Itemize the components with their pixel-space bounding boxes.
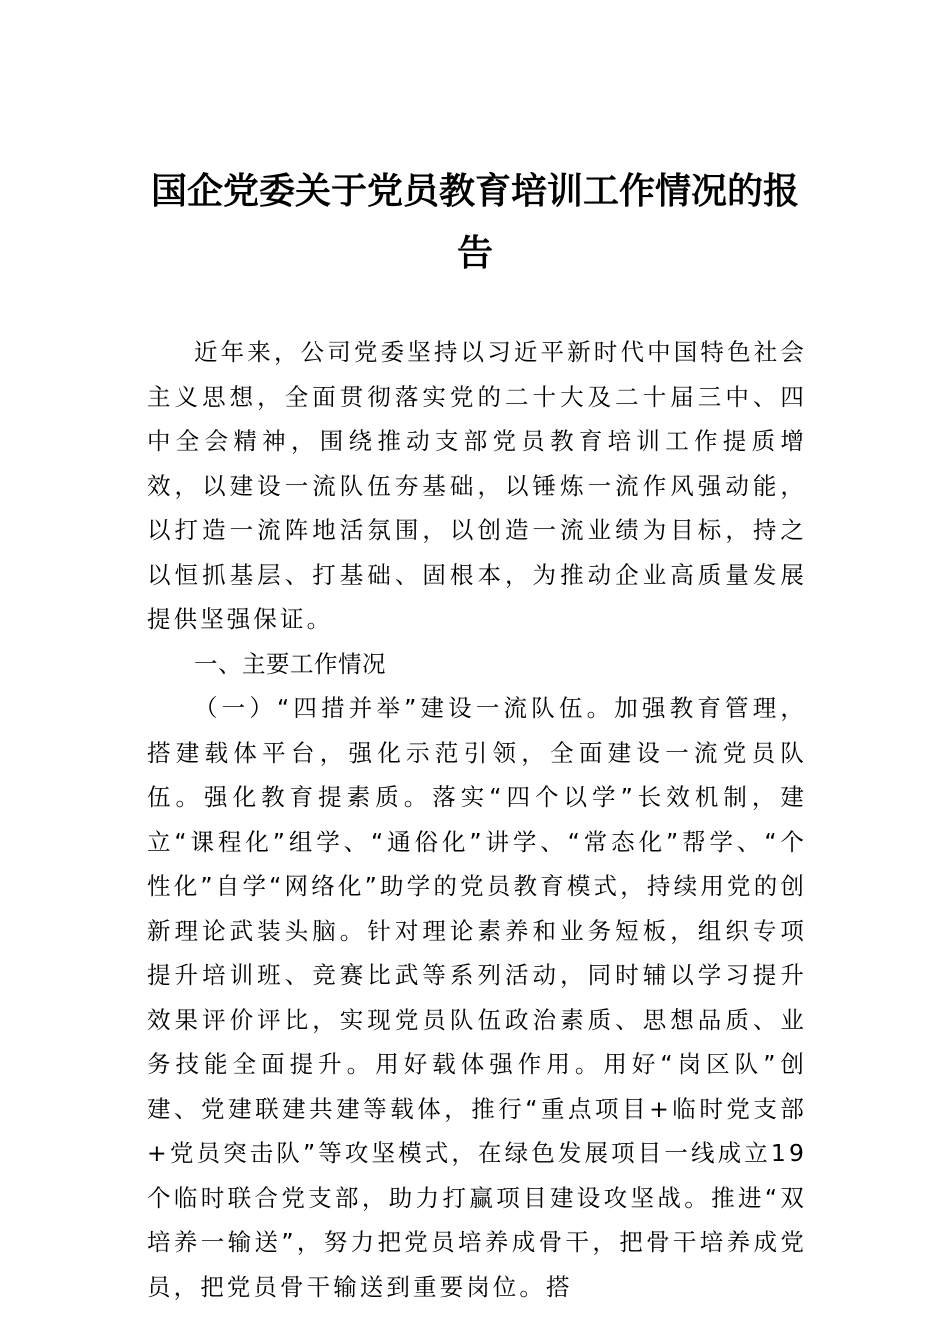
document-title: 国企党委关于党员教育培训工作情况的报告	[150, 170, 799, 274]
subsection-lead: （一）“四措并举”建设一流队伍。	[194, 694, 615, 722]
subsection-paragraph-team-building	[147, 686, 807, 1309]
document-body	[147, 330, 807, 1309]
subsection-text: 加强教育管理，搭建载体平台，强化示范引领，全面建设一流党员队伍。强化教育提素质。落实“四个以学”长效机制，建立“课程化”组学、“通俗化”讲学、“常态化”帮学、“个性化”自学“网络化”助学的党员教育模式，持续用党的创新理论武装头脑。针对理论素养和业务短板，组织专项提升培训班、竞赛比武等系列活动，同时辅以学习提升效果评价评比，实现党员队伍政治素质、思想品质、业务技能全面提升。用好载体强作用。用好“岗区队”创建、党建联建共建等载体，推行“重点项目+临时党支部+党员突击队”等攻坚模式，在绿色发展项目一线成立19个临时联合党支部，助力打赢项目建设攻坚战。推进“双培养一输送”，努力把党员培养成骨干，把骨干培养成党员，把党员骨干输送到重要岗位。搭	[147, 694, 807, 1301]
section-heading-main-work: 一、主要工作情况	[194, 649, 386, 678]
intro-paragraph: 近年来，公司党委坚持以习近平新时代中国特色社会主义思想，全面贯彻落实党的二十大及二十届三中、四中全会精神，围绕推动支部党员教育培训工作提质增效，以建设一流队伍夯基础，以锤炼一流作风强动能，以打造一流阵地活氛围，以创造一流业绩为目标，持之以恒抓基层、打基础、固根本，为推动企业高质量发展提供坚强保证。	[147, 338, 807, 633]
